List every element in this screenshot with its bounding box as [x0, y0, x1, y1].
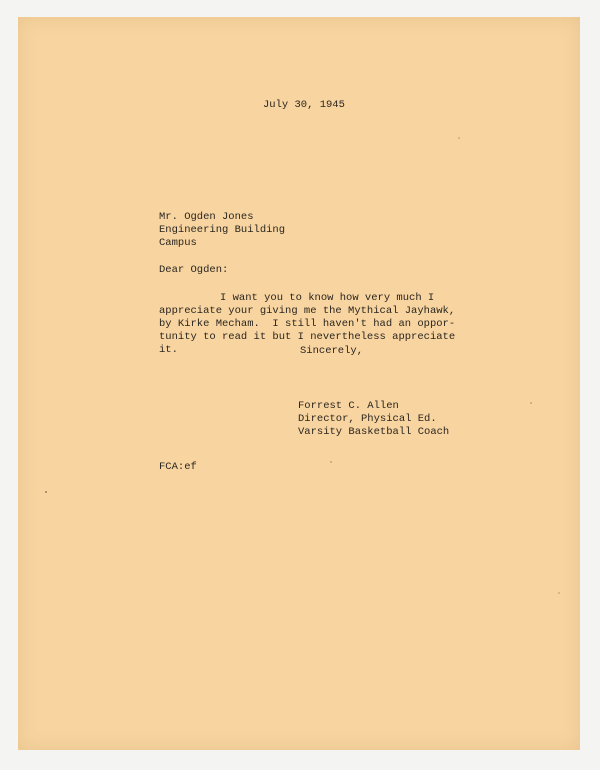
- recipient-address-line2: Campus: [159, 237, 197, 249]
- body-line: it.: [159, 344, 178, 356]
- paper-speck: [458, 137, 460, 139]
- recipient-address-line1: Engineering Building: [159, 224, 286, 236]
- closing: Sincerely,: [300, 345, 364, 357]
- signature-title: Varsity Basketball Coach: [298, 426, 450, 438]
- salutation: Dear Ogden:: [159, 264, 229, 276]
- letter-date: July 30, 1945: [263, 99, 345, 111]
- paper-speck: [330, 461, 332, 463]
- paper-speck: [558, 592, 560, 594]
- signature-title: Director, Physical Ed.: [298, 413, 437, 425]
- body-line: I want you to know how very much I: [220, 292, 435, 304]
- signature-name: Forrest C. Allen: [298, 400, 399, 412]
- body-line: by Kirke Mecham. I still haven't had an oppor-: [159, 318, 456, 330]
- body-line: tunity to read it but I nevertheless appreciate: [159, 331, 456, 343]
- body-line: appreciate your giving me the Mythical Jayhawk,: [159, 305, 456, 317]
- letter-page: [18, 17, 580, 750]
- paper-speck: [45, 491, 47, 493]
- paper-speck: [530, 402, 532, 404]
- reference-initials: FCA:ef: [159, 461, 197, 473]
- recipient-name: Mr. Ogden Jones: [159, 211, 254, 223]
